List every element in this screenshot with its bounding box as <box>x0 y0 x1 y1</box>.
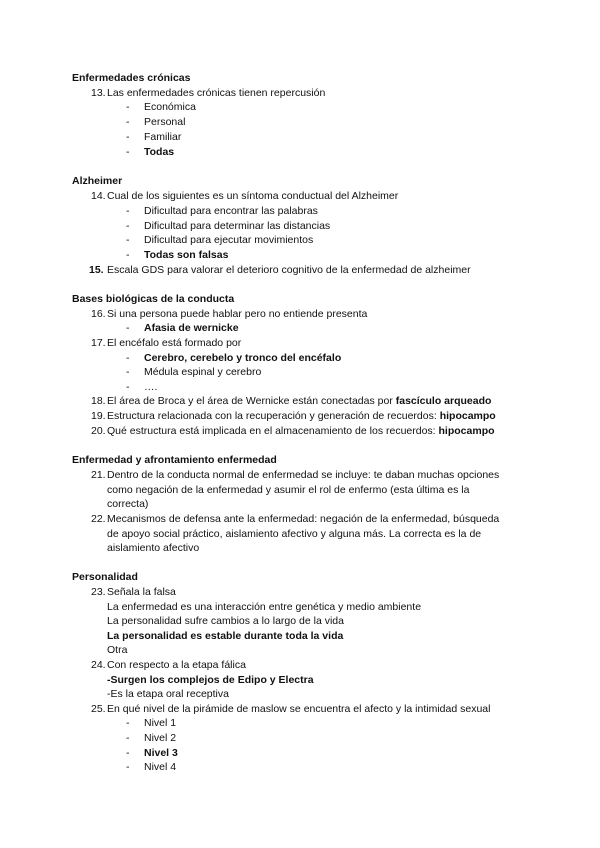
q21-line: Dentro de la conducta normal de enfermedad se incluye: te daban muchas opciones <box>107 469 500 481</box>
list-bullet: - <box>126 146 130 158</box>
q14-number: 14. <box>91 190 106 202</box>
list-bullet: - <box>126 717 130 729</box>
q14-answer: Todas son falsas <box>144 249 229 261</box>
list-bullet: - <box>126 234 130 246</box>
q25-option: Nivel 4 <box>144 761 177 773</box>
list-bullet: - <box>126 322 130 334</box>
q17-text: El encéfalo está formado por <box>107 337 242 349</box>
q15-number: 15. <box>89 264 104 276</box>
list-bullet: - <box>126 381 130 393</box>
section-title-enfermedad-afrontamiento: Enfermedad y afrontamiento enfermedad <box>72 454 277 466</box>
q23-option: Otra <box>107 644 128 656</box>
q20-question: Qué estructura está implicada en el almacenamiento de los recuerdos: <box>107 425 439 437</box>
q14-text: Cual de los siguientes es un síntoma conductual del Alzheimer <box>107 190 399 202</box>
list-bullet: - <box>126 249 130 261</box>
q21-line: correcta) <box>107 498 149 510</box>
q23-option: La personalidad sufre cambios a lo largo de la vida <box>107 615 344 627</box>
q13-option: Familiar <box>144 131 182 143</box>
q23-number: 23. <box>91 586 106 598</box>
list-bullet: - <box>126 101 130 113</box>
q22-line: Mecanismos de defensa ante la enfermedad: negación de la enfermedad, búsqueda <box>107 513 500 525</box>
q19-answer: hipocampo <box>439 410 496 422</box>
q19-number: 19. <box>91 410 106 422</box>
q18-number: 18. <box>91 395 106 407</box>
q13-number: 13. <box>91 87 106 99</box>
q24-answer: -Surgen los complejos de Edipo y Electra <box>107 674 314 686</box>
q13-answer: Todas <box>144 146 175 158</box>
q24-text: Con respecto a la etapa fálica <box>107 659 246 671</box>
section-title-bases-biologicas: Bases biológicas de la conducta <box>72 293 235 305</box>
q22-number: 22. <box>91 513 106 525</box>
q22-line: de apoyo social práctico, aislamiento afectivo y alguna más. La correcta es la de <box>107 528 482 540</box>
q14-option: Dificultad para determinar las distancias <box>144 220 331 232</box>
q19-text <box>107 409 496 423</box>
q20-answer: hipocampo <box>438 425 495 437</box>
q13-text: Las enfermedades crónicas tienen repercusión <box>107 87 326 99</box>
q18-question: El área de Broca y el área de Wernicke están conectadas por <box>107 395 396 407</box>
list-bullet: - <box>126 220 130 232</box>
q17-option: Médula espinal y cerebro <box>144 366 262 378</box>
q23-answer: La personalidad es estable durante toda la vida <box>107 630 344 642</box>
q25-answer: Nivel 3 <box>144 747 178 759</box>
q13-option: Personal <box>144 116 186 128</box>
q13-option: Económica <box>144 101 196 113</box>
q20-number: 20. <box>91 425 106 437</box>
section-title-alzheimer: Alzheimer <box>72 175 123 187</box>
q15-text: Escala GDS para valorar el deterioro cognitivo de la enfermedad de alzheimer <box>107 264 471 276</box>
list-bullet: - <box>126 732 130 744</box>
list-bullet: - <box>126 352 130 364</box>
q20-text <box>107 424 495 438</box>
q16-text: Si una persona puede hablar pero no entiende presenta <box>107 308 368 320</box>
q17-option: …. <box>144 381 158 393</box>
q23-option: La enfermedad es una interacción entre genética y medio ambiente <box>107 601 422 613</box>
q14-option: Dificultad para encontrar las palabras <box>144 205 318 217</box>
q25-option: Nivel 1 <box>144 717 177 729</box>
list-bullet: - <box>126 131 130 143</box>
q25-number: 25. <box>91 703 106 715</box>
q17-answer: Cerebro, cerebelo y tronco del encéfalo <box>144 352 342 364</box>
q16-answer: Afasia de wernicke <box>144 322 239 334</box>
q23-text: Señala la falsa <box>107 586 176 598</box>
q21-line: como negación de la enfermedad y asumir el rol de enfermo (esta última es la <box>107 484 470 496</box>
section-title-personalidad: Personalidad <box>72 571 138 583</box>
q25-text: En qué nivel de la pirámide de maslow se encuentra el afecto y la intimidad sexual <box>107 703 491 715</box>
list-bullet: - <box>126 116 130 128</box>
q21-number: 21. <box>91 469 106 481</box>
section-title-enfermedades-cronicas: Enfermedades crónicas <box>72 72 191 84</box>
list-bullet: - <box>126 366 130 378</box>
q17-number: 17. <box>91 337 106 349</box>
list-bullet: - <box>126 761 130 773</box>
q22-line: aislamiento afectivo <box>107 542 200 554</box>
list-bullet: - <box>126 747 130 759</box>
q19-question: Estructura relacionada con la recuperación y generación de recuerdos: <box>107 410 440 422</box>
q14-option: Dificultad para ejecutar movimientos <box>144 234 314 246</box>
q24-number: 24. <box>91 659 106 671</box>
q16-number: 16. <box>91 308 106 320</box>
q18-text <box>107 394 491 408</box>
q18-answer: fascículo arqueado <box>395 395 492 407</box>
q25-option: Nivel 2 <box>144 732 177 744</box>
q24-option: -Es la etapa oral receptiva <box>107 688 229 700</box>
list-bullet: - <box>126 205 130 217</box>
